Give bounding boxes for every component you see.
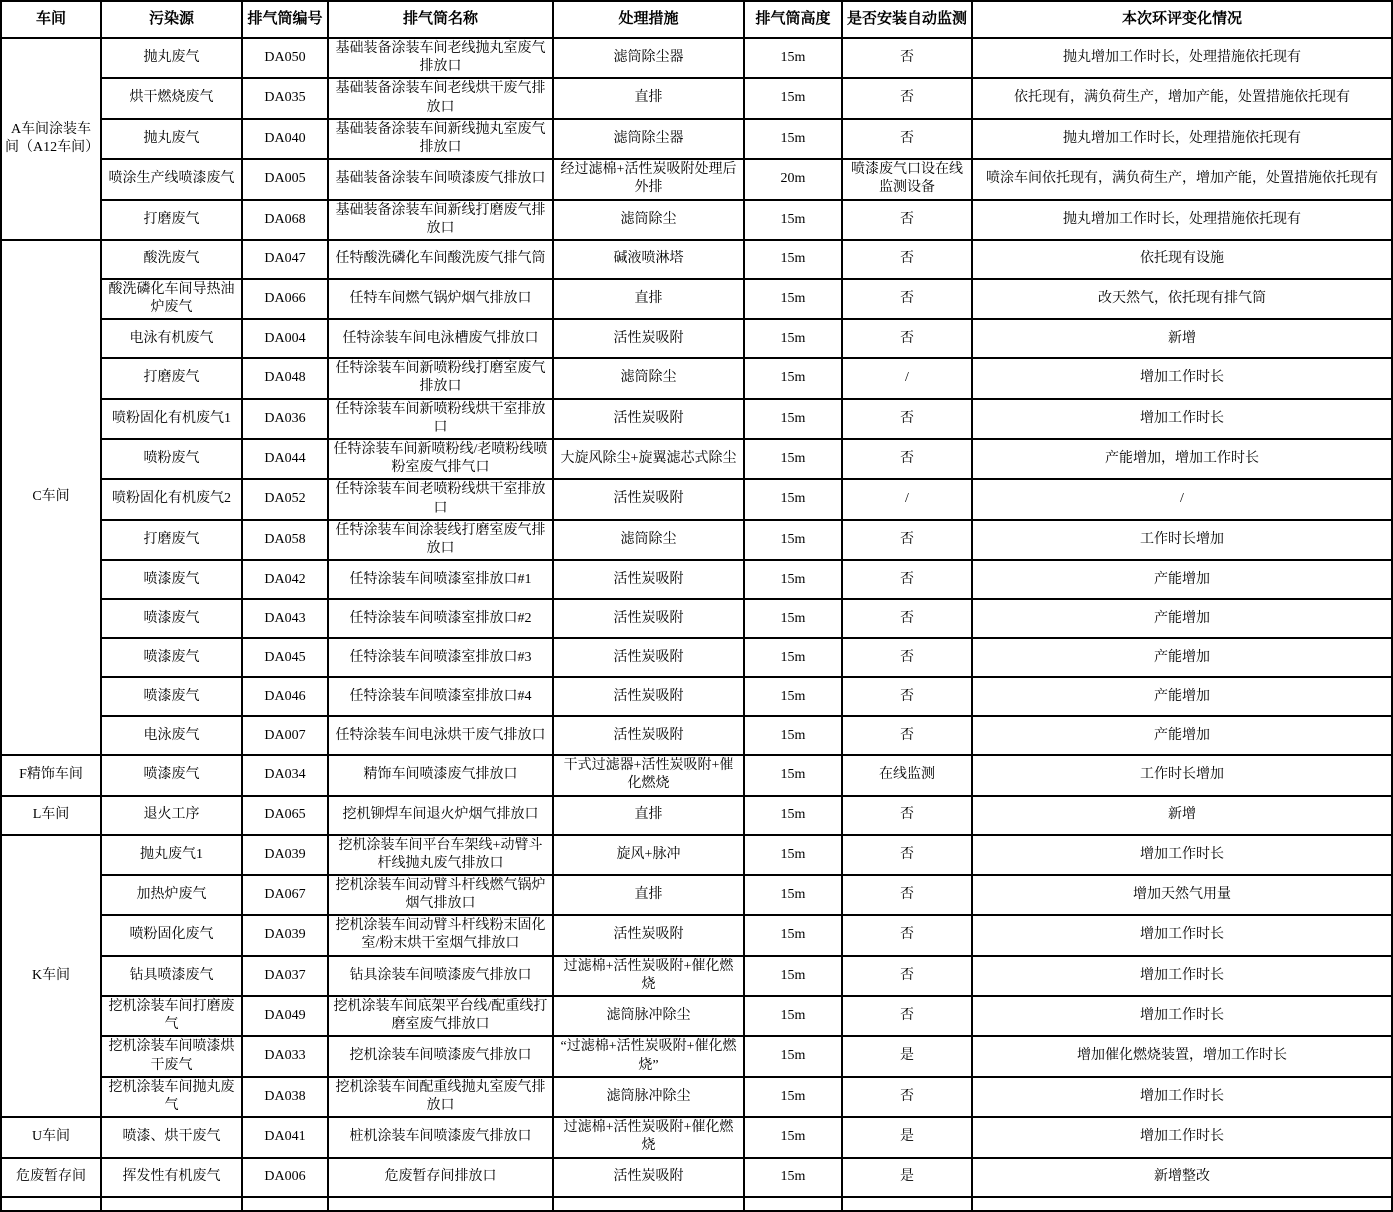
cell-stack_id: DA068: [242, 200, 328, 240]
cell-monitoring: 否: [842, 240, 972, 279]
cell-stack_name: 基础装备涂装车间老线抛丸室废气排放口: [328, 38, 553, 78]
table-header-row: [1, 1, 1392, 38]
cell-treatment: 大旋风除尘+旋翼滤芯式除尘: [553, 439, 744, 479]
column-header-stack_name: 排气筒名称: [328, 1, 553, 38]
cell-change: 新增整改: [972, 1158, 1392, 1197]
cell-stack_id: DA005: [242, 159, 328, 199]
cell-monitoring: 否: [842, 399, 972, 439]
cell-stack_id: DA038: [242, 1077, 328, 1117]
column-header-treatment: 处理措施: [553, 1, 744, 38]
cell-treatment: 直排: [553, 279, 744, 319]
table-row: [1, 479, 1392, 519]
table-row: [1, 1158, 1392, 1197]
cell-source: 喷涂生产线喷漆废气: [101, 159, 242, 199]
table-row: [1, 1036, 1392, 1076]
cell-monitoring: /: [842, 479, 972, 519]
cell-empty: [972, 1197, 1392, 1211]
cell-source: 喷粉固化有机废气1: [101, 399, 242, 439]
table-row: [1, 677, 1392, 716]
cell-change: 增加工作时长: [972, 1077, 1392, 1117]
table-row: [1, 915, 1392, 955]
cell-stack_name: 任特车间燃气锅炉烟气排放口: [328, 279, 553, 319]
cell-monitoring: 否: [842, 875, 972, 915]
cell-source: 打磨废气: [101, 200, 242, 240]
cell-empty: [101, 1197, 242, 1211]
table-row: [1, 38, 1392, 78]
cell-height: 15m: [744, 38, 842, 78]
cell-source: 烘干燃烧废气: [101, 78, 242, 118]
cell-monitoring: 否: [842, 38, 972, 78]
cell-source: 电泳有机废气: [101, 319, 242, 358]
cell-stack_name: 挖机涂装车间配重线抛丸室废气排放口: [328, 1077, 553, 1117]
cell-change: 增加天然气用量: [972, 875, 1392, 915]
cell-source: 抛丸废气: [101, 38, 242, 78]
cell-change: 依托现有设施: [972, 240, 1392, 279]
cell-source: 喷漆、烘干废气: [101, 1117, 242, 1157]
cell-monitoring: 否: [842, 996, 972, 1036]
table-row: [1, 560, 1392, 599]
cell-treatment: 经过滤棉+活性炭吸附处理后外排: [553, 159, 744, 199]
cell-stack_name: 任特涂装车间新喷粉线/老喷粉线喷粉室废气排气口: [328, 439, 553, 479]
cell-stack_id: DA037: [242, 956, 328, 996]
cell-stack_name: 任特涂装车间喷漆室排放口#3: [328, 638, 553, 677]
cell-empty: [553, 1197, 744, 1211]
cell-height: 15m: [744, 716, 842, 755]
cell-treatment: 旋风+脉冲: [553, 835, 744, 875]
cell-treatment: 滤筒除尘器: [553, 38, 744, 78]
cell-monitoring: 否: [842, 560, 972, 599]
column-header-stack_id: 排气筒编号: [242, 1, 328, 38]
cell-treatment: 干式过滤器+活性炭吸附+催化燃烧: [553, 755, 744, 795]
cell-treatment: “过滤棉+活性炭吸附+催化燃烧”: [553, 1036, 744, 1076]
cell-treatment: 滤筒除尘器: [553, 119, 744, 159]
cell-source: 喷漆废气: [101, 677, 242, 716]
cell-stack_name: 挖机涂装车间平台车架线+动臂斗杆线抛丸废气排放口: [328, 835, 553, 875]
cell-height: 15m: [744, 358, 842, 398]
cell-workshop: C车间: [1, 240, 101, 755]
cell-change: 产能增加: [972, 716, 1392, 755]
cell-height: 15m: [744, 638, 842, 677]
cell-source: 喷粉固化有机废气2: [101, 479, 242, 519]
table-row: [1, 520, 1392, 560]
cell-height: 15m: [744, 520, 842, 560]
cell-stack_name: 任特涂装车间喷漆室排放口#4: [328, 677, 553, 716]
cell-treatment: 直排: [553, 796, 744, 835]
cell-source: 喷漆废气: [101, 560, 242, 599]
cell-height: 15m: [744, 200, 842, 240]
cell-monitoring: 否: [842, 78, 972, 118]
table-row: [1, 599, 1392, 638]
cell-height: 15m: [744, 996, 842, 1036]
cell-change: 产能增加: [972, 560, 1392, 599]
cell-source: 打磨废气: [101, 358, 242, 398]
cell-stack_id: DA043: [242, 599, 328, 638]
cell-treatment: 碱液喷淋塔: [553, 240, 744, 279]
column-header-source: 污染源: [101, 1, 242, 38]
cell-height: 15m: [744, 835, 842, 875]
cell-treatment: 活性炭吸附: [553, 560, 744, 599]
cell-height: 15m: [744, 677, 842, 716]
table-row: [1, 78, 1392, 118]
cell-change: 新增: [972, 796, 1392, 835]
cell-source: 退火工序: [101, 796, 242, 835]
table-row: [1, 240, 1392, 279]
cell-change: 增加工作时长: [972, 996, 1392, 1036]
cell-monitoring: 否: [842, 599, 972, 638]
cell-monitoring: 否: [842, 638, 972, 677]
cell-stack_id: DA065: [242, 796, 328, 835]
cell-source: 挖机涂装车间抛丸废气: [101, 1077, 242, 1117]
table-row-partial: [1, 1197, 1392, 1211]
table-row: [1, 755, 1392, 795]
cell-stack_id: DA052: [242, 479, 328, 519]
cell-height: 20m: [744, 159, 842, 199]
cell-stack_id: DA066: [242, 279, 328, 319]
cell-monitoring: 喷漆废气口设在线监测设备: [842, 159, 972, 199]
cell-monitoring: 否: [842, 677, 972, 716]
cell-change: 新增: [972, 319, 1392, 358]
cell-height: 15m: [744, 399, 842, 439]
cell-stack_id: DA033: [242, 1036, 328, 1076]
column-header-height: 排气筒高度: [744, 1, 842, 38]
cell-height: 15m: [744, 796, 842, 835]
cell-change: 产能增加: [972, 638, 1392, 677]
cell-height: 15m: [744, 1158, 842, 1197]
cell-treatment: 活性炭吸附: [553, 1158, 744, 1197]
cell-treatment: 滤筒除尘: [553, 200, 744, 240]
cell-monitoring: 否: [842, 835, 972, 875]
table-row: [1, 1117, 1392, 1157]
cell-source: 挥发性有机废气: [101, 1158, 242, 1197]
cell-source: 喷粉废气: [101, 439, 242, 479]
cell-height: 15m: [744, 560, 842, 599]
cell-height: 15m: [744, 240, 842, 279]
cell-monitoring: 否: [842, 200, 972, 240]
cell-stack_name: 任特涂装车间老喷粉线烘干室排放口: [328, 479, 553, 519]
cell-stack_name: 挖机涂装车间动臂斗杆线粉末固化室/粉末烘干室烟气排放口: [328, 915, 553, 955]
table-row: [1, 716, 1392, 755]
cell-stack_name: 任特涂装车间喷漆室排放口#2: [328, 599, 553, 638]
cell-stack_id: DA042: [242, 560, 328, 599]
cell-treatment: 活性炭吸附: [553, 479, 744, 519]
cell-source: 喷粉固化废气: [101, 915, 242, 955]
cell-treatment: 直排: [553, 78, 744, 118]
cell-treatment: 活性炭吸附: [553, 915, 744, 955]
cell-height: 15m: [744, 1117, 842, 1157]
table-row: [1, 399, 1392, 439]
cell-workshop: K车间: [1, 835, 101, 1118]
cell-treatment: 滤筒除尘: [553, 358, 744, 398]
cell-monitoring: /: [842, 358, 972, 398]
cell-monitoring: 否: [842, 119, 972, 159]
cell-stack_name: 危废暂存间排放口: [328, 1158, 553, 1197]
table-row: [1, 119, 1392, 159]
cell-change: 改天然气，依托现有排气筒: [972, 279, 1392, 319]
cell-source: 酸洗废气: [101, 240, 242, 279]
column-header-monitoring: 是否安装自动监测: [842, 1, 972, 38]
cell-stack_name: 任特涂装车间新喷粉线烘干室排放口: [328, 399, 553, 439]
table-row: [1, 439, 1392, 479]
cell-source: 喷漆废气: [101, 638, 242, 677]
cell-stack_name: 基础装备涂装车间喷漆废气排放口: [328, 159, 553, 199]
cell-stack_id: DA046: [242, 677, 328, 716]
cell-source: 抛丸废气: [101, 119, 242, 159]
cell-workshop: 危废暂存间: [1, 1158, 101, 1197]
table-row: [1, 200, 1392, 240]
cell-change: 抛丸增加工作时长，处理措施依托现有: [972, 38, 1392, 78]
cell-treatment: 过滤棉+活性炭吸附+催化燃烧: [553, 956, 744, 996]
cell-monitoring: 否: [842, 439, 972, 479]
cell-stack_id: DA048: [242, 358, 328, 398]
cell-stack_id: DA041: [242, 1117, 328, 1157]
cell-change: 抛丸增加工作时长，处理措施依托现有: [972, 200, 1392, 240]
cell-change: 产能增加，增加工作时长: [972, 439, 1392, 479]
cell-height: 15m: [744, 1077, 842, 1117]
cell-stack_id: DA036: [242, 399, 328, 439]
cell-height: 15m: [744, 78, 842, 118]
cell-treatment: 活性炭吸附: [553, 399, 744, 439]
cell-stack_id: DA039: [242, 835, 328, 875]
cell-stack_id: DA058: [242, 520, 328, 560]
cell-source: 钻具喷漆废气: [101, 956, 242, 996]
cell-treatment: 过滤棉+活性炭吸附+催化燃烧: [553, 1117, 744, 1157]
cell-workshop: U车间: [1, 1117, 101, 1157]
table-row: [1, 1077, 1392, 1117]
cell-change: 产能增加: [972, 677, 1392, 716]
cell-stack_name: 任特涂装车间涂装线打磨室废气排放口: [328, 520, 553, 560]
cell-height: 15m: [744, 755, 842, 795]
cell-change: 工作时长增加: [972, 520, 1392, 560]
cell-workshop: A车间涂装车间（A12车间）: [1, 38, 101, 240]
cell-stack_name: 任特涂装车间新喷粉线打磨室废气排放口: [328, 358, 553, 398]
cell-height: 15m: [744, 479, 842, 519]
cell-source: 酸洗磷化车间导热油炉废气: [101, 279, 242, 319]
cell-empty: [328, 1197, 553, 1211]
cell-change: 增加工作时长: [972, 915, 1392, 955]
cell-height: 15m: [744, 119, 842, 159]
cell-empty: [1, 1197, 101, 1211]
cell-change: 增加工作时长: [972, 956, 1392, 996]
cell-stack_name: 挖机涂装车间底架平台线/配重线打磨室废气排放口: [328, 996, 553, 1036]
cell-source: 喷漆废气: [101, 599, 242, 638]
cell-stack_id: DA004: [242, 319, 328, 358]
cell-height: 15m: [744, 915, 842, 955]
cell-source: 加热炉废气: [101, 875, 242, 915]
cell-monitoring: 否: [842, 956, 972, 996]
cell-monitoring: 否: [842, 796, 972, 835]
column-header-change: 本次环评变化情况: [972, 1, 1392, 38]
cell-monitoring: 否: [842, 1077, 972, 1117]
cell-stack_name: 钻具涂装车间喷漆废气排放口: [328, 956, 553, 996]
cell-source: 打磨废气: [101, 520, 242, 560]
cell-empty: [242, 1197, 328, 1211]
cell-source: 电泳废气: [101, 716, 242, 755]
cell-monitoring: 否: [842, 520, 972, 560]
table-row: [1, 996, 1392, 1036]
table-row: [1, 796, 1392, 835]
cell-stack_name: 挖机涂装车间动臂斗杆线燃气锅炉烟气排放口: [328, 875, 553, 915]
table-row: [1, 875, 1392, 915]
table-row: [1, 319, 1392, 358]
cell-monitoring: 是: [842, 1117, 972, 1157]
cell-change: 增加工作时长: [972, 358, 1392, 398]
cell-monitoring: 是: [842, 1158, 972, 1197]
table-row: [1, 279, 1392, 319]
cell-source: 挖机涂装车间喷漆烘干废气: [101, 1036, 242, 1076]
cell-treatment: 滤筒除尘: [553, 520, 744, 560]
cell-stack_name: 基础装备涂装车间新线打磨废气排放口: [328, 200, 553, 240]
cell-change: 增加催化燃烧装置，增加工作时长: [972, 1036, 1392, 1076]
cell-stack_id: DA044: [242, 439, 328, 479]
cell-empty: [744, 1197, 842, 1211]
table-row: [1, 358, 1392, 398]
cell-stack_id: DA050: [242, 38, 328, 78]
cell-stack_name: 基础装备涂装车间新线抛丸室废气排放口: [328, 119, 553, 159]
cell-monitoring: 否: [842, 915, 972, 955]
cell-stack_id: DA007: [242, 716, 328, 755]
cell-source: 喷漆废气: [101, 755, 242, 795]
cell-treatment: 滤筒脉冲除尘: [553, 1077, 744, 1117]
cell-change: /: [972, 479, 1392, 519]
cell-stack_id: DA045: [242, 638, 328, 677]
table-row: [1, 956, 1392, 996]
cell-change: 依托现有，满负荷生产，增加产能，处置措施依托现有: [972, 78, 1392, 118]
column-header-workshop: 车间: [1, 1, 101, 38]
cell-treatment: 活性炭吸附: [553, 319, 744, 358]
cell-change: 喷涂车间依托现有，满负荷生产，增加产能，处置措施依托现有: [972, 159, 1392, 199]
table-row: [1, 638, 1392, 677]
cell-empty: [842, 1197, 972, 1211]
cell-height: 15m: [744, 875, 842, 915]
cell-stack_name: 任特涂装车间电泳烘干废气排放口: [328, 716, 553, 755]
cell-stack_id: DA035: [242, 78, 328, 118]
cell-monitoring: 否: [842, 716, 972, 755]
cell-stack_id: DA006: [242, 1158, 328, 1197]
cell-stack_name: 挖机铆焊车间退火炉烟气排放口: [328, 796, 553, 835]
cell-treatment: 活性炭吸附: [553, 599, 744, 638]
cell-stack_name: 任特涂装车间喷漆室排放口#1: [328, 560, 553, 599]
cell-height: 15m: [744, 599, 842, 638]
cell-treatment: 滤筒脉冲除尘: [553, 996, 744, 1036]
cell-treatment: 活性炭吸附: [553, 677, 744, 716]
cell-stack_name: 挖机涂装车间喷漆废气排放口: [328, 1036, 553, 1076]
cell-stack_id: DA040: [242, 119, 328, 159]
cell-treatment: 活性炭吸附: [553, 716, 744, 755]
cell-stack_id: DA049: [242, 996, 328, 1036]
cell-stack_name: 任特涂装车间电泳槽废气排放口: [328, 319, 553, 358]
cell-change: 工作时长增加: [972, 755, 1392, 795]
cell-source: 抛丸废气1: [101, 835, 242, 875]
cell-monitoring: 是: [842, 1036, 972, 1076]
cell-change: 增加工作时长: [972, 835, 1392, 875]
cell-change: 产能增加: [972, 599, 1392, 638]
cell-change: 抛丸增加工作时长，处理措施依托现有: [972, 119, 1392, 159]
cell-monitoring: 否: [842, 319, 972, 358]
cell-workshop: F精饰车间: [1, 755, 101, 795]
cell-stack_name: 精饰车间喷漆废气排放口: [328, 755, 553, 795]
cell-change: 增加工作时长: [972, 399, 1392, 439]
cell-stack_name: 基础装备涂装车间老线烘干废气排放口: [328, 78, 553, 118]
cell-height: 15m: [744, 319, 842, 358]
cell-stack_id: DA034: [242, 755, 328, 795]
table-row: [1, 835, 1392, 875]
cell-stack_name: 桩机涂装车间喷漆废气排放口: [328, 1117, 553, 1157]
cell-treatment: 直排: [553, 875, 744, 915]
cell-stack_name: 任特酸洗磷化车间酸洗废气排气筒: [328, 240, 553, 279]
table-row: [1, 159, 1392, 199]
cell-source: 挖机涂装车间打磨废气: [101, 996, 242, 1036]
cell-height: 15m: [744, 1036, 842, 1076]
cell-height: 15m: [744, 279, 842, 319]
cell-stack_id: DA047: [242, 240, 328, 279]
cell-change: 增加工作时长: [972, 1117, 1392, 1157]
cell-height: 15m: [744, 956, 842, 996]
cell-stack_id: DA039: [242, 915, 328, 955]
cell-monitoring: 在线监测: [842, 755, 972, 795]
cell-treatment: 活性炭吸附: [553, 638, 744, 677]
cell-monitoring: 否: [842, 279, 972, 319]
cell-stack_id: DA067: [242, 875, 328, 915]
cell-workshop: L车间: [1, 796, 101, 835]
cell-height: 15m: [744, 439, 842, 479]
